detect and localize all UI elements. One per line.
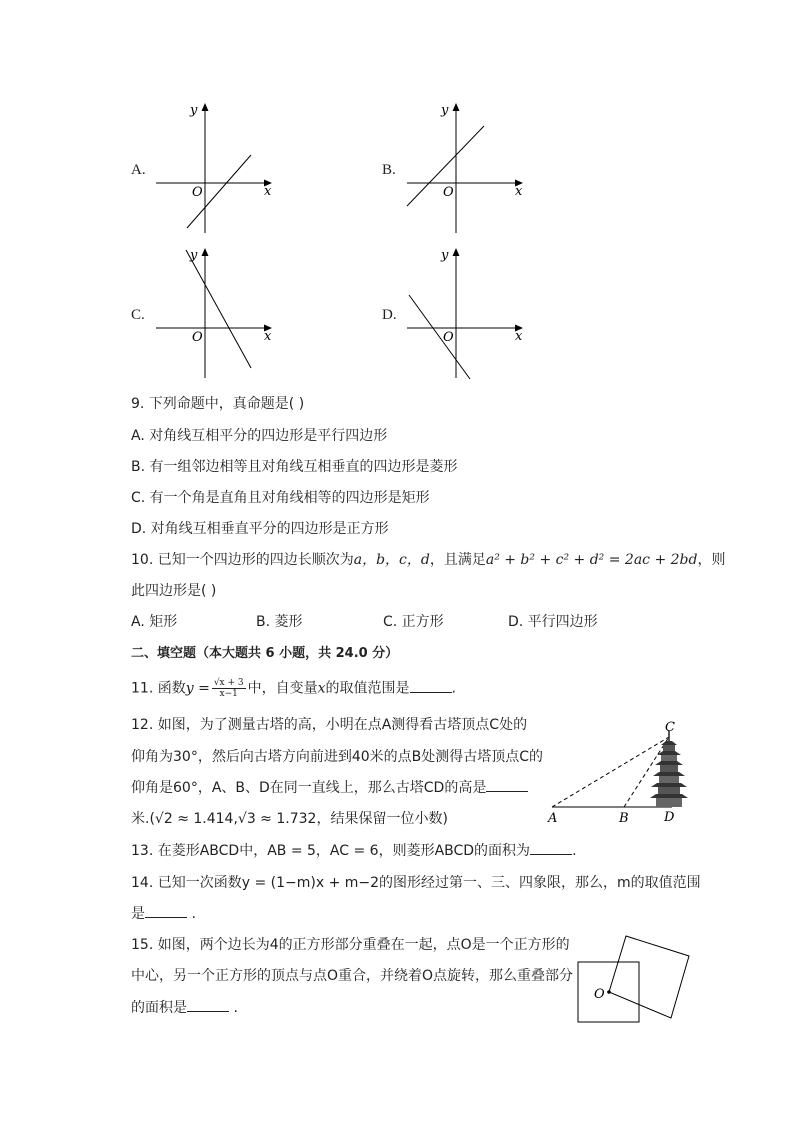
y-axis-arrow: [202, 103, 209, 111]
graph-d: [401, 240, 531, 380]
pagoda-figure: [544, 715, 704, 827]
q10-stem-b: ，且满足: [429, 552, 486, 568]
q12-line3-wrap: [131, 778, 528, 798]
q13-text: 13. 在菱形ABCD中，AB = 5，AC = 6，则菱形ABCD的面积为: [131, 843, 531, 859]
q15-line3: [131, 998, 238, 1018]
q9-option-a[interactable]: A. 对角线互相平分的四边形是平行四边形: [131, 428, 388, 444]
y-label: y: [441, 248, 449, 263]
graph-b: [401, 95, 531, 235]
q15-line1: 15. 如图，两个边长为4的正方形部分重叠在一起，点O是一个正方形的: [131, 937, 570, 953]
q11-fraction: [212, 678, 246, 699]
q9-option-b[interactable]: B. 有一组邻边相等且对角线互相垂直的四边形是菱形: [131, 459, 458, 475]
option-d-label: D.: [382, 307, 397, 323]
q9-option-c[interactable]: C. 有一个角是直角且对角线相等的四边形是矩形: [131, 490, 430, 506]
q15-answer-blank[interactable]: [187, 999, 229, 1012]
x-label: x: [515, 184, 523, 199]
q12-line3: 仰角是60°，A、B、D在同一直线上，那么古塔CD的高是: [131, 780, 487, 796]
q11-line: [131, 678, 456, 699]
q9-option-d[interactable]: D. 对角线互相垂直平分的四边形是正方形: [131, 521, 389, 537]
label-c: C: [665, 720, 675, 735]
q12-answer-blank[interactable]: [486, 779, 528, 792]
q12-line4: 米.(√2 ≈ 1.414,√3 ≈ 1.732，结果保留一位小数): [131, 811, 448, 827]
label-o: O: [594, 987, 605, 1002]
squares-figure: [572, 932, 694, 1027]
center-point: [607, 990, 611, 994]
q14-end: .: [191, 906, 196, 922]
q10-vars: a，b，c，d: [353, 552, 430, 568]
q10-option-b[interactable]: B. 菱形: [256, 614, 303, 630]
q11-end: .: [451, 680, 456, 697]
function-line: [186, 250, 251, 368]
q11-denominator: x−1: [219, 689, 238, 699]
q10-option-a[interactable]: A. 矩形: [131, 614, 178, 630]
q14-line1: 14. 已知一次函数y = (1−m)x + m−2的图形经过第一、三、四象限，那么，m的取值范围: [131, 875, 701, 891]
origin-label: O: [443, 185, 454, 200]
q10-option-c[interactable]: C. 正方形: [383, 614, 444, 630]
q10-stem-line1: [131, 550, 725, 570]
q12-line2: 仰角为30°，然后向古塔方向前进到40米的点B处测得古塔顶点C的: [131, 749, 544, 765]
label-d: D: [664, 810, 675, 825]
y-axis-arrow: [202, 248, 209, 256]
y-label: y: [190, 103, 198, 118]
q13-answer-blank[interactable]: [530, 842, 572, 855]
q11-func: y =: [185, 680, 210, 697]
sight-line-a: [552, 737, 669, 807]
option-b-label: B.: [382, 162, 396, 178]
pagoda-icon: [650, 731, 688, 807]
y-label: y: [441, 103, 449, 118]
option-c-label: C.: [131, 307, 145, 323]
q14-line2-text: 是: [131, 906, 145, 922]
q13-end: .: [572, 843, 577, 859]
label-a: A: [548, 811, 558, 826]
q14-line2: [131, 904, 196, 924]
q10-option-d[interactable]: D. 平行四边形: [508, 614, 598, 630]
q11-suffix-a: 中，自变量: [247, 680, 318, 697]
option-a-label: A.: [131, 162, 146, 178]
q11-prefix: 11. 函数: [131, 680, 186, 697]
q10-stem-line2: 此四边形是( ): [131, 583, 217, 599]
function-line: [409, 295, 470, 379]
q11-numerator: √x + 3: [213, 678, 244, 688]
x-label: x: [264, 184, 272, 199]
q11-answer-blank[interactable]: [410, 680, 452, 693]
q10-stem-c: ，则: [697, 552, 726, 568]
q10-equation: a² + b² + c² + d² = 2ac + 2bd: [485, 552, 698, 568]
label-b: B: [619, 811, 629, 826]
q14-answer-blank[interactable]: [145, 905, 187, 918]
q11-var: x: [317, 680, 326, 697]
q15-line2: 中心，另一个正方形的顶点与点O重合，并绕着O点旋转，那么重叠部分: [131, 968, 574, 984]
y-axis-arrow: [453, 103, 460, 111]
graph-c: [150, 240, 280, 380]
origin-label: O: [192, 185, 203, 200]
q12-line1: 12. 如图，为了测量古塔的高，小明在点A测得看古塔顶点C处的: [131, 717, 528, 733]
x-label: x: [264, 329, 272, 344]
y-label: y: [190, 248, 198, 263]
origin-label: O: [192, 330, 203, 345]
section-heading-fill-in: 二、填空题（本大题共 6 小题，共 24.0 分）: [131, 646, 399, 661]
q10-stem-a: 10. 已知一个四边形的四边长顺次为: [131, 552, 354, 568]
q15-line3-text: 的面积是: [131, 1000, 187, 1016]
y-axis-arrow: [453, 248, 460, 256]
q15-end: .: [233, 1000, 238, 1016]
q13-line: [131, 841, 577, 861]
x-label: x: [515, 329, 523, 344]
graph-a: [150, 95, 280, 235]
origin-label: O: [443, 330, 454, 345]
q11-suffix-b: 的取值范围是: [325, 680, 410, 697]
square-rotated: [609, 936, 689, 1018]
q9-stem: 9. 下列命题中，真命题是( ): [131, 396, 305, 412]
